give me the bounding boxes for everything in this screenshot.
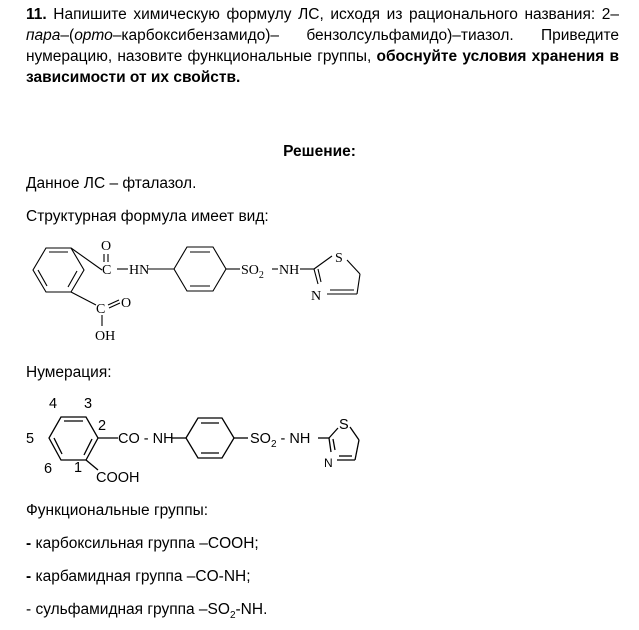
- f2-num-4: 4: [49, 396, 58, 412]
- f1-nh: NH: [279, 263, 300, 278]
- task-text-mid2: –карбоксибензамидо)– бензолсульфамидо)–тиазол. Приведите нумерацию, назовите функциональные группы,: [26, 27, 619, 65]
- drug-line: Данное ЛС – фталазол.: [26, 175, 197, 192]
- f1-carbonyl-o: O: [101, 239, 112, 254]
- f2-thiazole-n: N: [324, 456, 333, 470]
- f1-thiazole-s: S: [335, 251, 343, 266]
- task-number: 11.: [26, 6, 47, 23]
- f2-cooh: COOH: [96, 470, 140, 486]
- f2-thiazole-s: S: [339, 417, 349, 433]
- f2-num-6: 6: [44, 461, 53, 477]
- group-carbamide: - карбамидная группа –CO-NH;: [26, 568, 251, 585]
- task-italic-para: пара: [26, 27, 61, 44]
- f2-num-2: 2: [98, 418, 107, 434]
- group-sulfamide: - сульфамидная группа $-SO_2-NH$.: [26, 601, 268, 622]
- group-carboxyl: - карбоксильная группа –COOH;: [26, 535, 259, 552]
- f1-carboxyl-o: O: [121, 296, 132, 311]
- task-bold-tail: обоснуйте условия хранения в зависимости от их свойств.: [26, 48, 620, 86]
- f1-carbon: C: [102, 263, 112, 278]
- f1-hydroxyl: OH: [95, 329, 116, 344]
- f2-co-nh: CO - NH: [118, 431, 174, 447]
- f2-num-5: 5: [26, 431, 35, 447]
- structure-label: Структурная формула имеет вид:: [26, 208, 269, 225]
- f1-so2: $SO_2$: [241, 263, 264, 281]
- f2-num-1: 1: [74, 460, 83, 476]
- task-text-mid1: –(: [60, 27, 75, 44]
- solution-heading: Решение:: [283, 143, 356, 160]
- numbering-label: Нумерация:: [26, 364, 112, 381]
- structural-formula-2: [26, 396, 359, 486]
- f1-carboxyl-c: C: [96, 302, 106, 317]
- task-italic-ortho: орто: [74, 27, 113, 44]
- f2-so2-nh: $SO_2$ - NH: [250, 431, 311, 450]
- f2-num-3: 3: [84, 396, 93, 412]
- f1-amide-nh: HN: [129, 263, 150, 278]
- f1-thiazole-n: N: [311, 289, 322, 304]
- functional-groups-label: Функциональные группы:: [26, 502, 209, 519]
- task-text-intro: Напишите химическую формулу ЛС, исходя из рационального названия: 2–: [46, 6, 619, 23]
